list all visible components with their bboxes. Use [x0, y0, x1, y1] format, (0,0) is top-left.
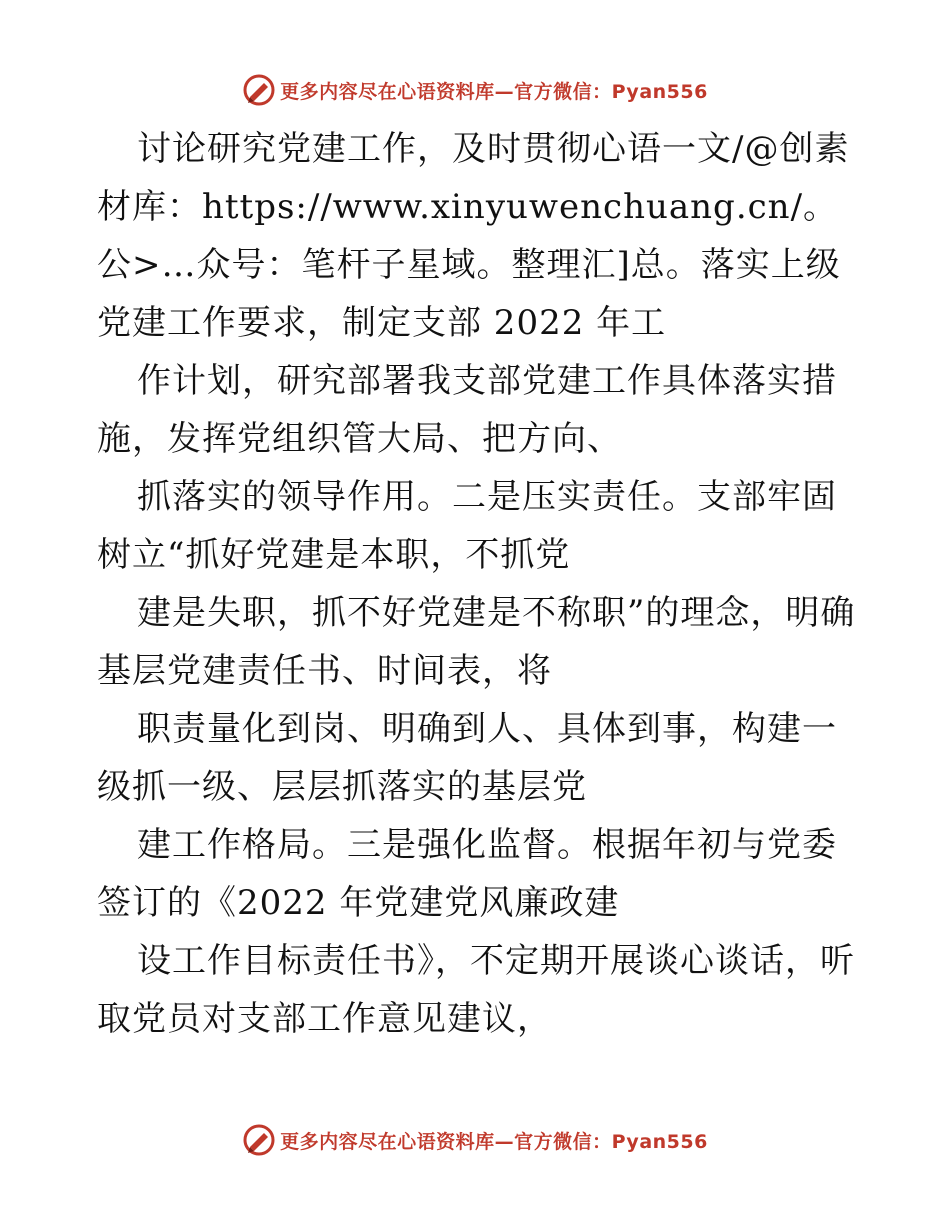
document-body	[97, 120, 857, 1048]
paragraph-3: 抓落实的领导作用。二是压实责任。支部牢固树立“抓好党建是本职，不抓党	[97, 477, 837, 575]
pen-circle-logo-icon	[242, 1123, 276, 1157]
paragraph-7: 设工作目标责任书》，不定期开展谈心谈话，听取党员对支部工作意见建议，	[97, 941, 855, 1039]
footer-banner	[0, 1120, 950, 1160]
paragraph-4: 建是失职，抓不好党建是不称职”的理念，明确基层党建责任书、时间表，将	[97, 593, 856, 691]
footer-banner-text: 更多内容尽在心语资料库—官方微信：Pyan556	[280, 1130, 708, 1153]
paragraph-2: 作计划，研究部署我支部党建工作具体落实措施，发挥党组织管大局、把方向、	[97, 361, 837, 459]
paragraph-6: 建工作格局。三是强化监督。根据年初与党委签订的《2022 年党建党风廉政建	[97, 825, 837, 923]
pen-circle-logo-icon	[242, 73, 276, 107]
header-banner	[0, 70, 950, 110]
paragraph-5: 职责量化到岗、明确到人、具体到事，构建一级抓一级、层层抓落实的基层党	[97, 709, 837, 807]
paragraph-1: 讨论研究党建工作，及时贯彻心语一文/@创素材库：https://www.xinyuwenchuang.cn/。公>…众号：笔杆子星域。整理汇]总。落实上级党建工作要求，制定支部 2022 年工	[97, 129, 850, 343]
header-banner-text: 更多内容尽在心语资料库—官方微信：Pyan556	[280, 80, 708, 103]
